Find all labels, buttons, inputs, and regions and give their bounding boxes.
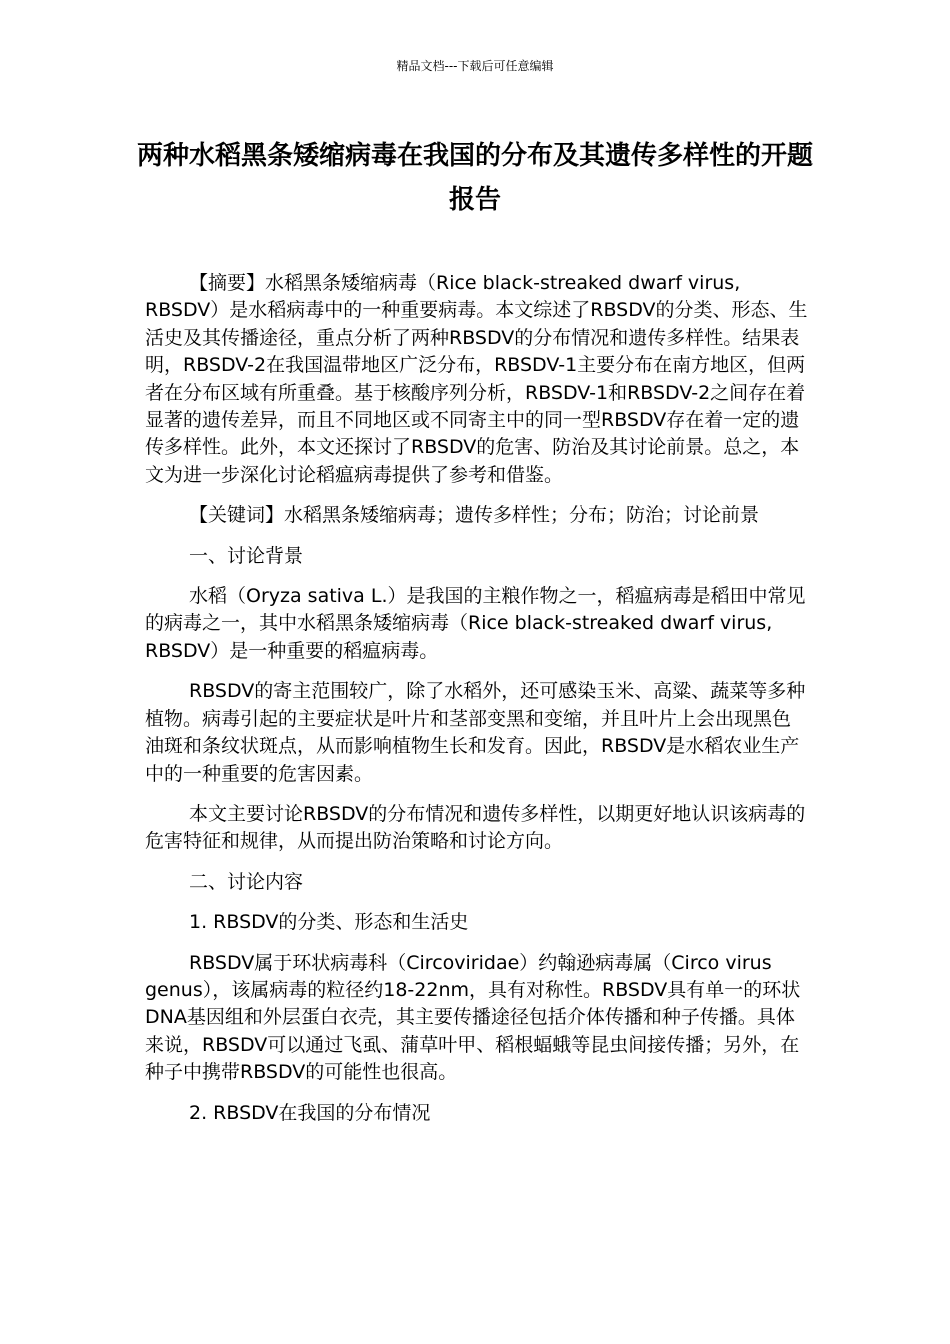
subsection-heading-classification: 1. RBSDV的分类、形态和生活史 (189, 911, 469, 934)
subsection-heading-distribution: 2. RBSDV在我国的分布情况 (189, 1101, 431, 1124)
section-heading-background: 一、讨论背景 (189, 544, 304, 567)
background-paragraph-3: 本文主要讨论RBSDV的分布情况和遗传多样性，以期更好地认识该病毒的危害特征和规律，从而提出防治策略和讨论方向。 (145, 802, 806, 853)
document-body (145, 270, 808, 1140)
classification-paragraph: RBSDV属于环状病毒科（Circoviridae）约翰逊病毒属（Circo virus genus），该属病毒的粒径约18-22nm，具有对称性。RBSDV具有单一的环状DNA基因组和外层蛋白衣壳，其主要传播途径包括介体传播和种子传播。具体来说，RBSDV可以通过飞虱、蒲草叶甲、稻根蝠蛾等昆虫间接传播；另外，在种子中携带RBSDV的可能性也很高。 (145, 951, 801, 1084)
background-paragraph-1: 水稻（Oryza sativa L.）是我国的主粮作物之一，稻瘟病毒是稻田中常见的病毒之一，其中水稻黑条矮缩病毒（Rice black-streaked dwarf virus, RBSDV）是一种重要的稻瘟病毒。 (145, 585, 806, 662)
header-note: 精品文档---下载后可任意编辑 (396, 59, 554, 73)
abstract-paragraph: 【摘要】水稻黑条矮缩病毒（Rice black-streaked dwarf virus, RBSDV）是水稻病毒中的一种重要病毒。本文综述了RBSDV的分类、形态、生活史及其传播途径，重点分析了两种RBSDV的分布情况和遗传多样性。结果表明，RBSDV-2在我国温带地区广泛分布，RBSDV-1主要分布在南方地区，但两者在分布区域有所重叠。基于核酸序列分析，RBSDV-1和RBSDV-2之间存在着显著的遗传差异，而且不同地区或不同寄主中的同一型RBSDV存在着一定的遗传多样性。此外，本文还探讨了RBSDV的危害、防治及其讨论前景。总之，本文为进一步深化讨论稻瘟病毒提供了参考和借鉴。 (145, 272, 808, 486)
document-title: 两种水稻黑条矮缩病毒在我国的分布及其遗传多样性的开题报告 (136, 141, 813, 215)
background-paragraph-2: RBSDV的寄主范围较广，除了水稻外，还可感染玉米、高粱、蔬菜等多种植物。病毒引起的主要症状是叶片和茎部变黑和变缩，并且叶片上会出现黑色油斑和条纹状斑点，从而影响植物生长和发育。因此，RBSDV是水稻农业生产中的一种重要的危害因素。 (145, 680, 806, 785)
keywords-paragraph: 【关键词】水稻黑条矮缩病毒；遗传多样性；分布；防治；讨论前景 (189, 504, 760, 527)
section-heading-content: 二、讨论内容 (189, 870, 304, 893)
